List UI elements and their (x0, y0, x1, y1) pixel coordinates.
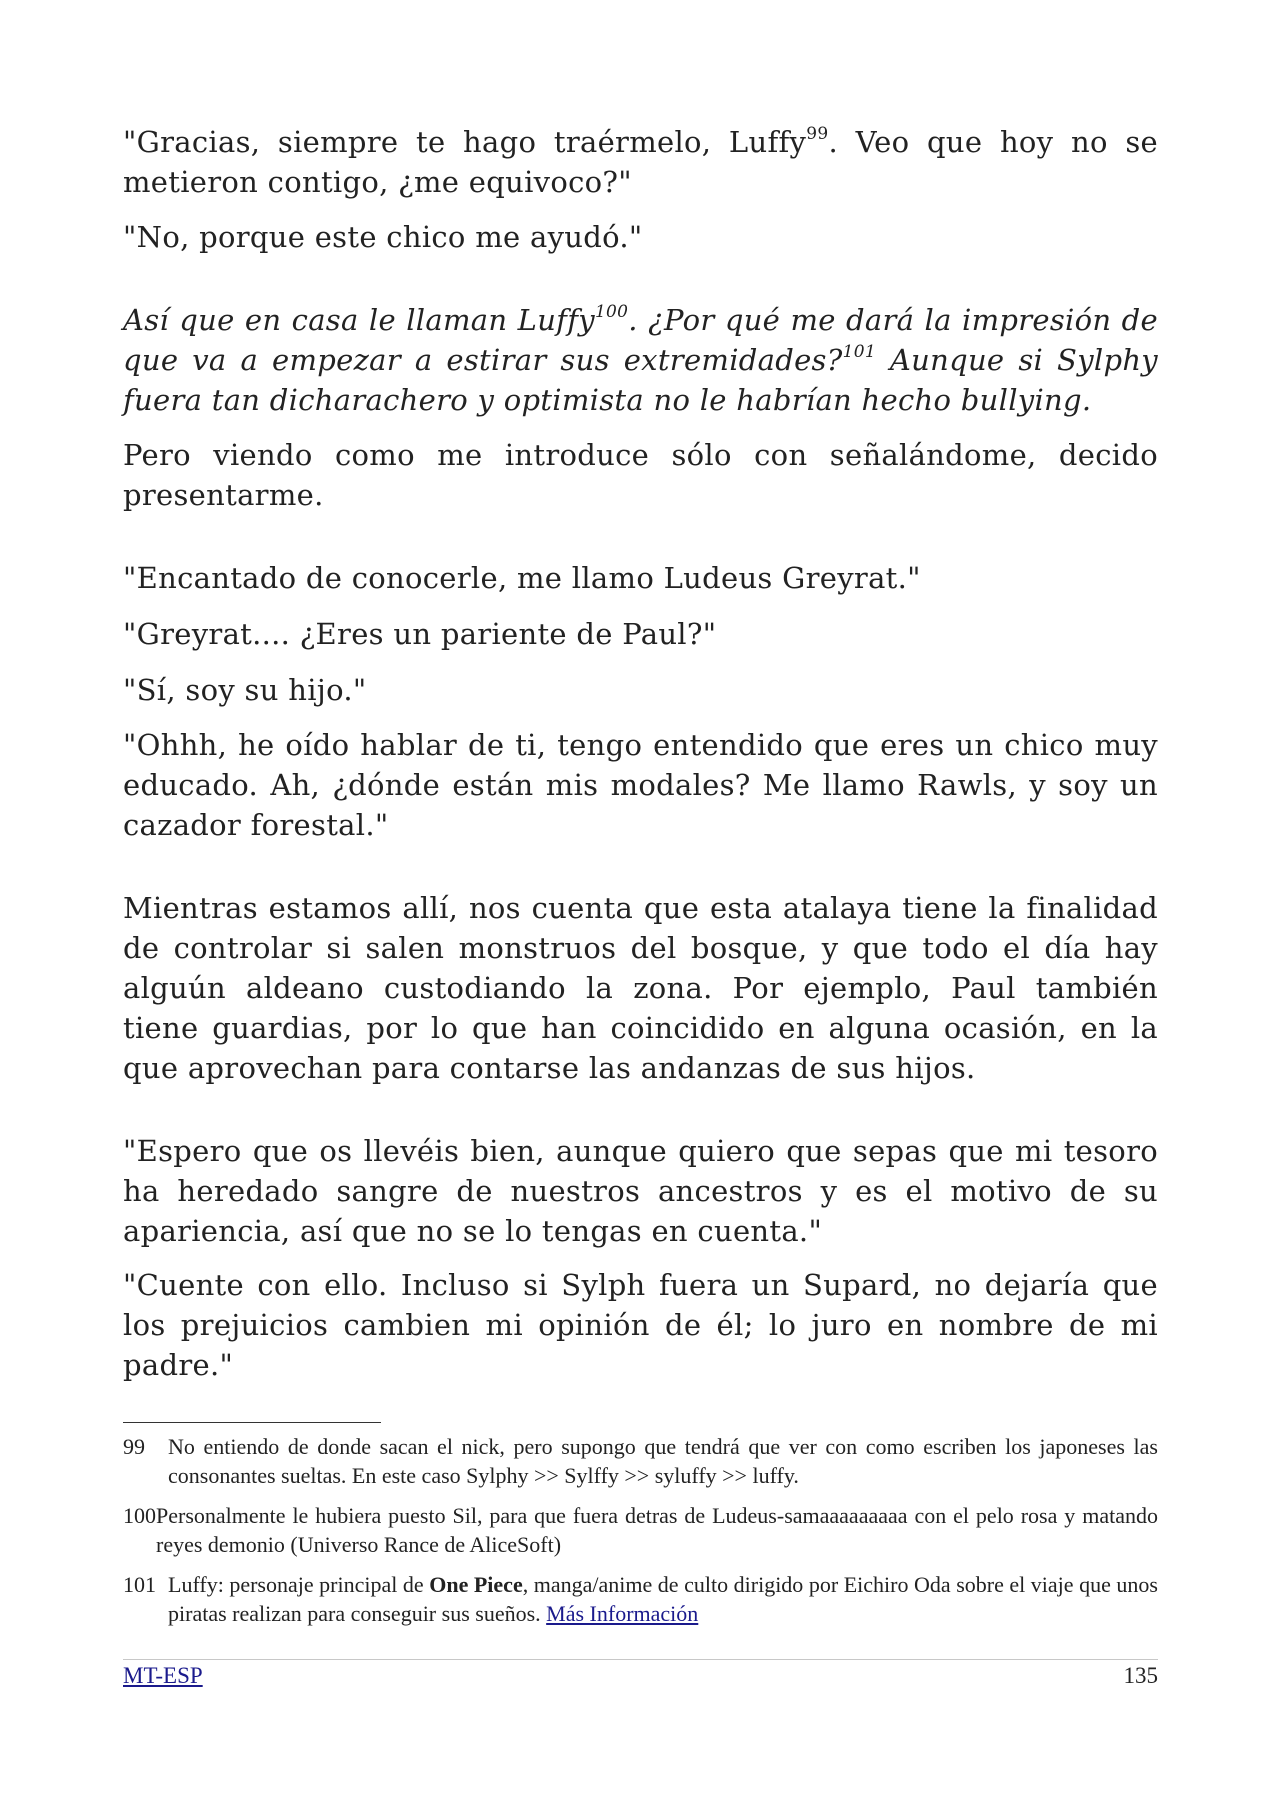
paragraph-greyrat: "Greyrat.... ¿Eres un pariente de Paul?" (123, 617, 717, 651)
page-number: 135 (1123, 1663, 1158, 1688)
footnote-text-part: Luffy: personaje principal de (168, 1572, 430, 1597)
paragraph-text: "Gracias, siempre te hago traérmelo, Luffy (123, 125, 807, 159)
document-page (123, 0, 1158, 1811)
footnote-text: No entiendo de donde sacan el nick, pero supongo que tendrá que ver con como escriben los japoneses las consonantes sueltas. En este caso Sylphy >> Sylffy >> syluffy >> luffy. (168, 1434, 1158, 1488)
footnote-ref-101[interactable]: 101 (842, 342, 876, 362)
paragraph-encantado: "Encantado de conocerle, me llamo Ludeus Greyrat." (123, 561, 921, 595)
footnotes (123, 1432, 1158, 1639)
footnote-separator (123, 1422, 381, 1423)
paragraph-ohhh: "Ohhh, he oído hablar de ti, tengo entendido que eres un chico muy educado. Ah, ¿dónde están mis modales? Me llamo Rawls, y soy un cazador forestal." (123, 728, 1158, 842)
paragraph-pero-viendo: Pero viendo como me introduce sólo con señalándome, decido presentarme. (123, 438, 1158, 512)
footnote-101 (123, 1570, 1158, 1628)
paragraph-cuente: "Cuente con ello. Incluso si Sylph fuera un Supard, no dejaría que los prejuicios cambien mi opinión de él; lo juro en nombre de mi padre." (123, 1268, 1158, 1382)
footnote-100 (123, 1501, 1158, 1559)
paragraph-mientras: Mientras estamos allí, nos cuenta que esta atalaya tiene la finalidad de controlar si salen monstruos del bosque, y que todo el día hay alguún aldeano custodiando la zona. Por ejemplo, Paul también tiene guardias, por lo que han coincidido en alguna ocasión, en la que aprovechan para contarse las andanzas de sus hijos. (123, 891, 1158, 1085)
footnote-text-part: , manga/anime de culto dirigido por Eichiro Oda sobre el viaje que unos piratas realizan para conseguir sus sueños. (168, 1572, 1158, 1626)
paragraph-inner-thought (123, 300, 1158, 420)
paragraph-text: . Veo que hoy no se metieron contigo, ¿me equivoco?" (123, 125, 1158, 199)
paragraph-espero: "Espero que os llevéis bien, aunque quiero que sepas que mi tesoro ha heredado sangre de nuestros ancestros y es el motivo de su apariencia, así que no se lo tengas en cuenta." (123, 1134, 1158, 1248)
paragraph-text: Aunque si Sylphy fuera tan dicharachero y optimista no le habrían hecho bullying. (123, 343, 1158, 417)
footer-site-link[interactable]: MT-ESP (123, 1663, 203, 1688)
footnote-ref-99[interactable]: 99 (806, 124, 829, 144)
paragraph-no-porque: "No, porque este chico me ayudó." (123, 220, 643, 254)
footnote-number: 99 (123, 1434, 145, 1459)
page-footer (123, 1660, 1158, 1692)
paragraph-si-soy: "Sí, soy su hijo." (123, 673, 367, 707)
more-info-link[interactable]: Más Información (546, 1601, 699, 1626)
footnote-bold-title: One Piece (429, 1572, 523, 1597)
footnote-number: 101 (123, 1572, 156, 1597)
footnote-ref-100[interactable]: 100 (594, 302, 629, 322)
paragraph-text: Así que en casa le llaman Luffy (123, 303, 595, 337)
footnote-text (168, 1570, 1158, 1628)
footnote-text: Personalmente le hubiera puesto Sil, para que fuera detras de Ludeus-samaaaaaaaaa con el pelo rosa y matando reyes demonio (Universo Rance de AliceSoft) (156, 1503, 1158, 1557)
footnote-number: 100 (123, 1503, 156, 1528)
footnote-99 (123, 1432, 1158, 1490)
paragraph-gracias (123, 122, 1158, 202)
paragraph-text: . ¿Por qué me dará la impresión de que va a empezar a estirar sus extremidades? (123, 303, 1159, 377)
